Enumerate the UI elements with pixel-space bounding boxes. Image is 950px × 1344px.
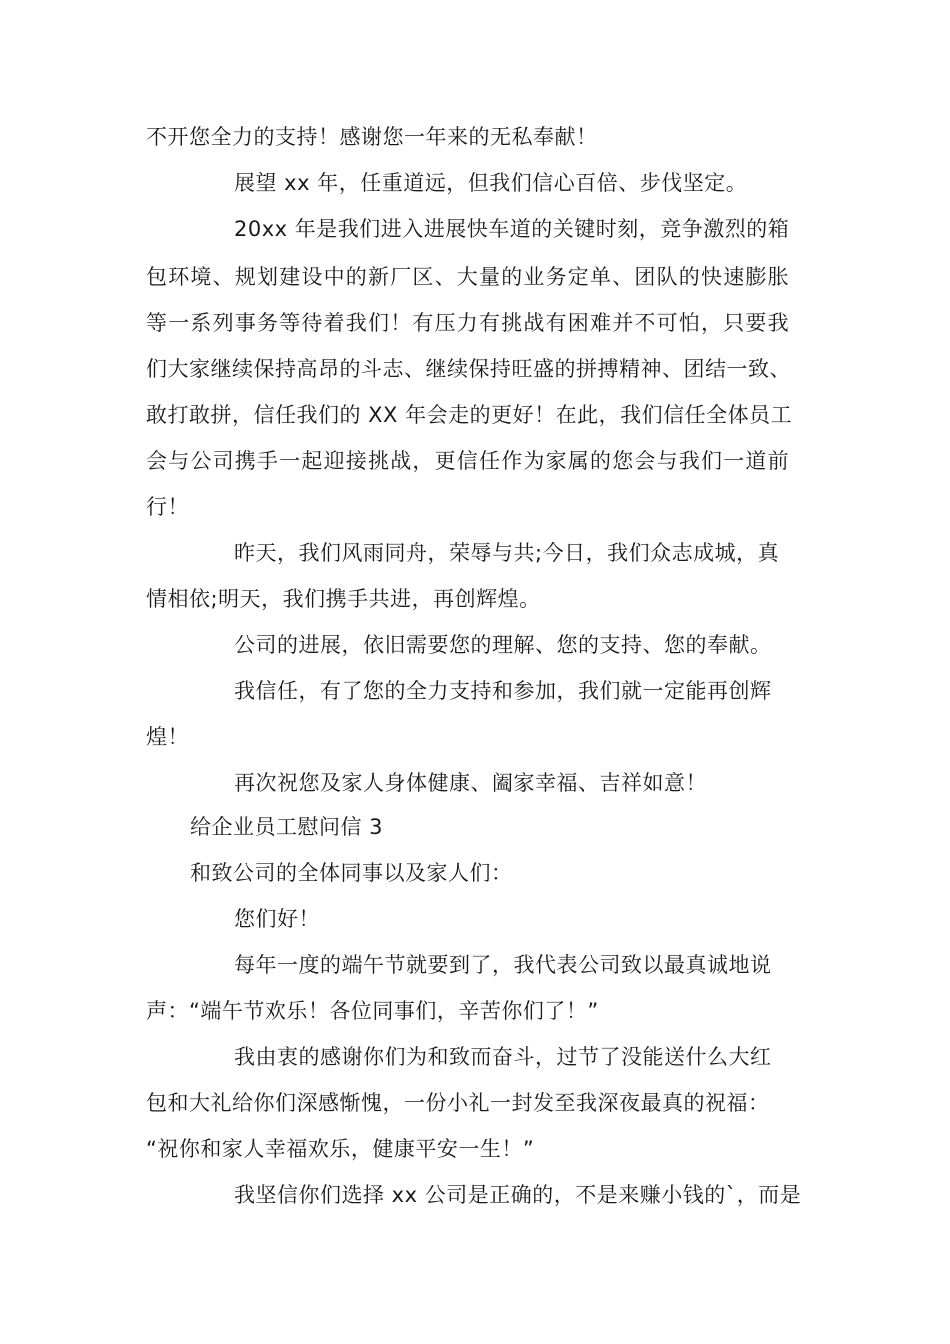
paragraph-line: 敢打敢拼，信任我们的 XX 年会走的更好！在此，我们信任全体员工 <box>146 403 793 427</box>
section-heading: 给企业员工慰问信 3 <box>190 815 384 839</box>
paragraph-line: 煌！ <box>146 725 189 749</box>
paragraph-line: 包环境、规划建设中的新厂区、大量的业务定单、团队的快速膨胀 <box>146 265 790 289</box>
paragraph-line: 我信任，有了您的全力支持和参加，我们就一定能再创辉 <box>234 679 772 703</box>
paragraph-line: 我坚信你们选择 xx 公司是正确的，不是来赚小钱的`，而是 <box>234 1183 802 1207</box>
paragraph-line: 们大家继续保持高昂的斗志、继续保持旺盛的拼搏精神、团结一致、 <box>146 357 791 381</box>
paragraph-line: 会与公司携手一起迎接挑战，更信任作为家属的您会与我们一道前 <box>146 449 790 473</box>
paragraph-line: 每年一度的端午节就要到了，我代表公司致以最真诚地说 <box>234 953 772 977</box>
paragraph-line: 公司的进展，依旧需要您的理解、您的支持、您的奉献。 <box>234 633 772 657</box>
paragraph-line: 不开您全力的支持！感谢您一年来的无私奉献！ <box>146 125 598 149</box>
paragraph-line: 包和大礼给你们深感惭愧，一份小礼一封发至我深夜最真的祝福： <box>146 1091 770 1115</box>
paragraph-line: 展望 xx 年，任重道远，但我们信心百倍、步伐坚定。 <box>234 171 748 195</box>
paragraph-line: 声：“端午节欢乐！各位同事们，辛苦你们了！” <box>146 999 599 1023</box>
paragraph-line: 20xx 年是我们进入进展快车道的关键时刻，竞争激烈的箱 <box>234 217 790 241</box>
paragraph-line: 昨天，我们风雨同舟，荣辱与共;今日，我们众志成城，真 <box>234 541 780 565</box>
paragraph-line: 行！ <box>146 495 189 519</box>
greeting: 您们好！ <box>234 907 320 931</box>
paragraph-line: 再次祝您及家人身体健康、阖家幸福、吉祥如意！ <box>234 771 707 795</box>
salutation: 和致公司的全体同事以及家人们： <box>190 861 513 885</box>
paragraph-line: 情相依;明天，我们携手共进，再创辉煌。 <box>146 587 541 611</box>
paragraph-line: “祝你和家人幸福欢乐，健康平安一生！” <box>146 1137 535 1161</box>
paragraph-line: 我由衷的感谢你们为和致而奋斗，过节了没能送什么大红 <box>234 1045 772 1069</box>
paragraph-line: 等一系列事务等待着我们！有压力有挑战有困难并不可怕，只要我 <box>146 311 790 335</box>
